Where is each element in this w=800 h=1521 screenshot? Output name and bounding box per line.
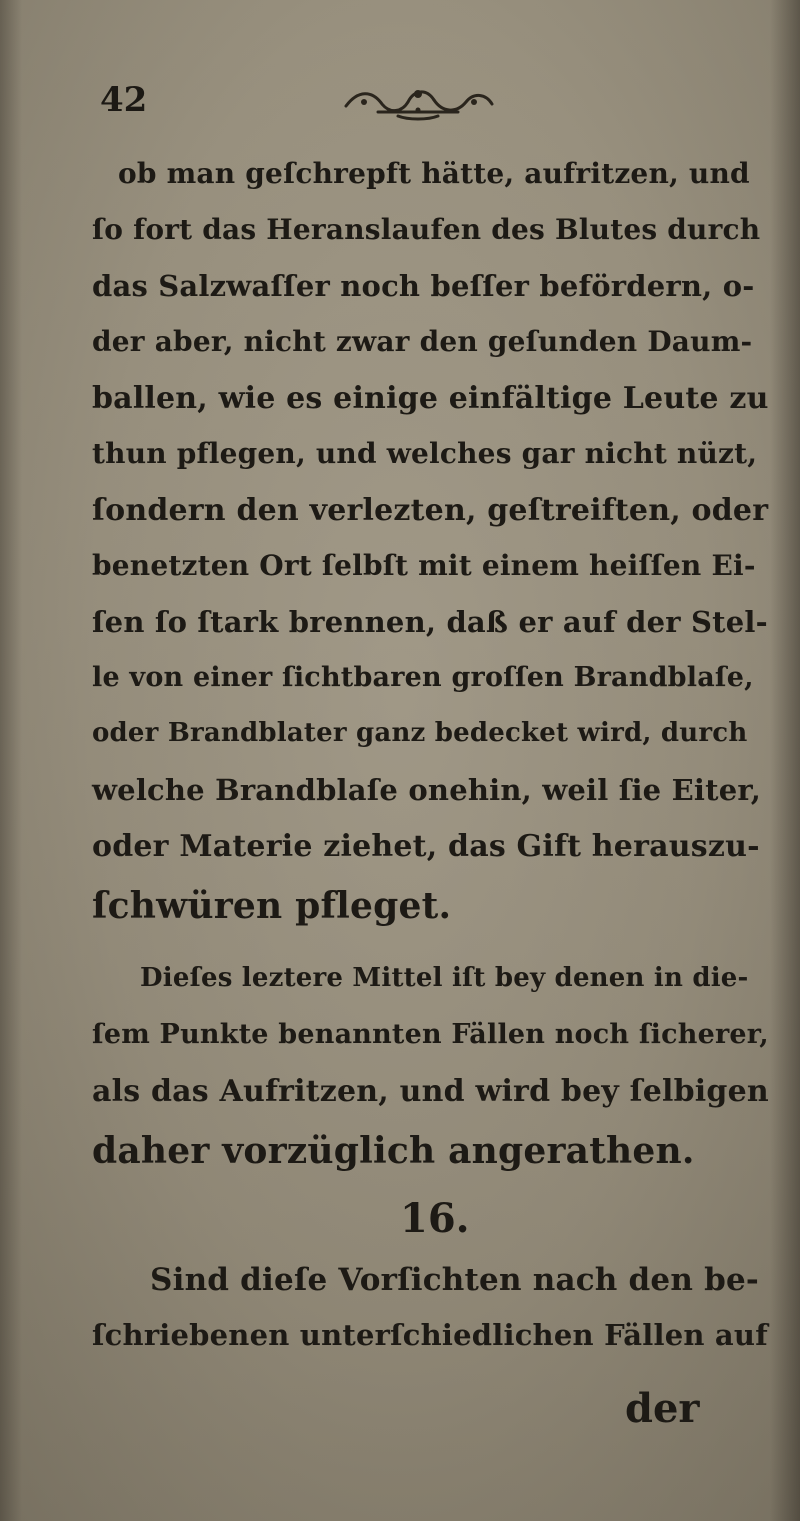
text-line: ſo fort das Heranslaufen des Blutes durch: [92, 213, 761, 246]
text-line: ſondern den verlezten, geſtreiften, oder: [92, 493, 769, 528]
text-line: benetzten Ort ſelbſt mit einem heiſſen Ei-: [92, 549, 756, 582]
text-line: daher vorzüglich angerathen.: [92, 1130, 695, 1172]
text-line: thun pflegen, und welches gar nicht nüzt,: [92, 437, 758, 470]
text-line: oder Materie ziehet, das Gift herauszu-: [92, 829, 760, 864]
text-line: le von einer ſichtbaren groſſen Brandblaſe,: [92, 662, 754, 693]
page-edge-shadow-right: [770, 0, 800, 1521]
text-line: Dieſes leztere Mittel iſt bey denen in die-: [140, 963, 749, 993]
text-line: ſen ſo ſtark brennen, daß er auf der Stel-: [92, 605, 768, 639]
text-line: als das Aufritzen, und wird bey ſelbigen: [92, 1074, 769, 1109]
text-line: Sind dieſe Vorſichten nach den be-: [150, 1262, 759, 1298]
page-edge-shadow-left: [0, 0, 22, 1521]
text-line: das Salzwaſſer noch beſſer befördern, o-: [92, 269, 755, 303]
text-line: ballen, wie es einige einfältige Leute zu: [92, 381, 769, 416]
page-header: [100, 72, 720, 132]
text-line: ſchriebenen unterſchiedlichen Fällen auf: [92, 1318, 768, 1352]
text-line: welche Brandblaſe onehin, weil ſie Eiter,: [92, 773, 762, 807]
text-line: ſchwüren pfleget.: [92, 885, 452, 927]
text-line: ob man geſchrepft hätte, aufritzen, und: [118, 157, 750, 190]
catchword: der: [625, 1385, 700, 1432]
decorative-ornament-icon: [338, 76, 498, 122]
text-line: ſem Punkte benannten Fällen noch ſicherer,: [92, 1019, 769, 1050]
text-line: oder Brandblater ganz bedecket wird, durch: [92, 718, 748, 748]
section-number: 16.: [400, 1195, 470, 1242]
text-line: der aber, nicht zwar den geſunden Daum-: [92, 325, 753, 358]
page-number: 42: [100, 80, 148, 120]
